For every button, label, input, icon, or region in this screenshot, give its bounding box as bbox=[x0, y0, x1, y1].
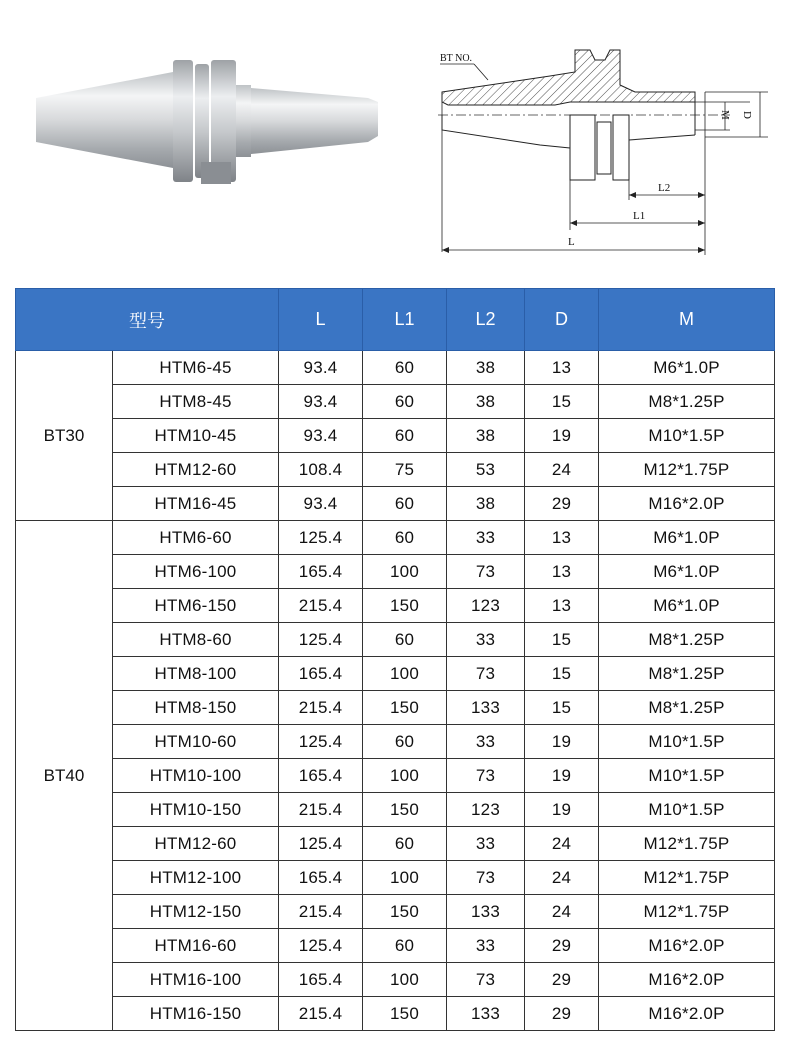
table-body bbox=[16, 351, 775, 1031]
table-row bbox=[16, 385, 775, 419]
cell-l: 165.4 bbox=[279, 555, 363, 589]
table-row bbox=[16, 521, 775, 555]
cell-l2: 73 bbox=[447, 861, 525, 895]
header-d: D bbox=[525, 289, 599, 351]
cell-l: 165.4 bbox=[279, 759, 363, 793]
dim-l1-label: L1 bbox=[633, 210, 646, 222]
table-row bbox=[16, 725, 775, 759]
cell-d: 29 bbox=[525, 963, 599, 997]
cell-l2: 133 bbox=[447, 895, 525, 929]
cell-m: M12*1.75P bbox=[599, 895, 775, 929]
cell-model: HTM6-45 bbox=[113, 351, 279, 385]
cell-model: HTM6-60 bbox=[113, 521, 279, 555]
cell-model: HTM12-100 bbox=[113, 861, 279, 895]
table-row bbox=[16, 929, 775, 963]
table-header-row bbox=[16, 289, 775, 351]
cell-l1: 150 bbox=[363, 793, 447, 827]
cell-l: 165.4 bbox=[279, 963, 363, 997]
cell-m: M12*1.75P bbox=[599, 861, 775, 895]
cell-l: 125.4 bbox=[279, 827, 363, 861]
cell-l: 93.4 bbox=[279, 351, 363, 385]
cell-m: M12*1.75P bbox=[599, 453, 775, 487]
bt-number-label: BT NO. bbox=[440, 53, 473, 64]
cell-l: 125.4 bbox=[279, 521, 363, 555]
cell-d: 13 bbox=[525, 521, 599, 555]
cell-d: 19 bbox=[525, 725, 599, 759]
table-row bbox=[16, 691, 775, 725]
cell-d: 24 bbox=[525, 895, 599, 929]
dim-m-label: M bbox=[719, 110, 731, 120]
cell-l: 215.4 bbox=[279, 691, 363, 725]
cell-m: M8*1.25P bbox=[599, 623, 775, 657]
cell-model: HTM16-60 bbox=[113, 929, 279, 963]
product-header bbox=[0, 0, 790, 280]
cell-m: M10*1.5P bbox=[599, 725, 775, 759]
header-l: L bbox=[279, 289, 363, 351]
cell-l2: 38 bbox=[447, 351, 525, 385]
cell-l2: 73 bbox=[447, 963, 525, 997]
cell-l2: 123 bbox=[447, 793, 525, 827]
cell-m: M16*2.0P bbox=[599, 997, 775, 1031]
table-row bbox=[16, 351, 775, 385]
cell-model: HTM8-45 bbox=[113, 385, 279, 419]
cell-l2: 73 bbox=[447, 657, 525, 691]
cell-m: M10*1.5P bbox=[599, 759, 775, 793]
table-row bbox=[16, 419, 775, 453]
cell-l1: 60 bbox=[363, 623, 447, 657]
cell-l1: 100 bbox=[363, 555, 447, 589]
cell-l1: 60 bbox=[363, 725, 447, 759]
cell-model: HTM8-60 bbox=[113, 623, 279, 657]
table-row bbox=[16, 827, 775, 861]
cell-l1: 150 bbox=[363, 997, 447, 1031]
cell-l: 165.4 bbox=[279, 657, 363, 691]
cell-d: 13 bbox=[525, 351, 599, 385]
cell-l1: 60 bbox=[363, 827, 447, 861]
cell-model: HTM12-60 bbox=[113, 827, 279, 861]
cell-l1: 60 bbox=[363, 419, 447, 453]
cell-model: HTM16-150 bbox=[113, 997, 279, 1031]
table-row bbox=[16, 623, 775, 657]
cell-l: 215.4 bbox=[279, 895, 363, 929]
cell-model: HTM10-45 bbox=[113, 419, 279, 453]
cell-l: 125.4 bbox=[279, 623, 363, 657]
cell-m: M12*1.75P bbox=[599, 827, 775, 861]
cell-m: M8*1.25P bbox=[599, 691, 775, 725]
cell-l: 93.4 bbox=[279, 385, 363, 419]
header-l1: L1 bbox=[363, 289, 447, 351]
cell-d: 19 bbox=[525, 793, 599, 827]
cell-l: 125.4 bbox=[279, 725, 363, 759]
table-row bbox=[16, 589, 775, 623]
cell-l1: 60 bbox=[363, 351, 447, 385]
cell-model: HTM16-45 bbox=[113, 487, 279, 521]
cell-m: M10*1.5P bbox=[599, 793, 775, 827]
cell-model: HTM6-100 bbox=[113, 555, 279, 589]
dim-d-label: D bbox=[741, 111, 753, 119]
cell-model: HTM16-100 bbox=[113, 963, 279, 997]
cell-l2: 133 bbox=[447, 997, 525, 1031]
cell-l2: 53 bbox=[447, 453, 525, 487]
cell-l2: 133 bbox=[447, 691, 525, 725]
cell-l2: 33 bbox=[447, 521, 525, 555]
cell-l1: 60 bbox=[363, 487, 447, 521]
cell-m: M6*1.0P bbox=[599, 589, 775, 623]
cell-d: 29 bbox=[525, 997, 599, 1031]
cell-l2: 123 bbox=[447, 589, 525, 623]
cell-model: HTM12-60 bbox=[113, 453, 279, 487]
cell-model: HTM12-150 bbox=[113, 895, 279, 929]
tool-holder-photo bbox=[28, 50, 388, 200]
spec-table bbox=[15, 288, 775, 1031]
cell-l2: 33 bbox=[447, 623, 525, 657]
cell-d: 15 bbox=[525, 623, 599, 657]
cell-d: 24 bbox=[525, 861, 599, 895]
cell-l1: 150 bbox=[363, 895, 447, 929]
cell-l: 215.4 bbox=[279, 793, 363, 827]
technical-drawing bbox=[430, 30, 775, 270]
table-row bbox=[16, 895, 775, 929]
group-cell: BT30 bbox=[16, 351, 113, 521]
cell-l1: 150 bbox=[363, 589, 447, 623]
cell-d: 24 bbox=[525, 453, 599, 487]
cell-l1: 75 bbox=[363, 453, 447, 487]
cell-d: 13 bbox=[525, 589, 599, 623]
cell-l2: 38 bbox=[447, 419, 525, 453]
cell-model: HTM10-150 bbox=[113, 793, 279, 827]
cell-l1: 100 bbox=[363, 861, 447, 895]
cell-l1: 60 bbox=[363, 521, 447, 555]
cell-l1: 60 bbox=[363, 929, 447, 963]
cell-l: 165.4 bbox=[279, 861, 363, 895]
table-row bbox=[16, 555, 775, 589]
cell-l2: 38 bbox=[447, 385, 525, 419]
cell-m: M10*1.5P bbox=[599, 419, 775, 453]
cell-l1: 100 bbox=[363, 759, 447, 793]
cell-l1: 100 bbox=[363, 963, 447, 997]
cell-l1: 150 bbox=[363, 691, 447, 725]
cell-d: 24 bbox=[525, 827, 599, 861]
header-model: 型号 bbox=[16, 289, 279, 351]
group-cell: BT40 bbox=[16, 521, 113, 1031]
cell-l: 108.4 bbox=[279, 453, 363, 487]
cell-m: M6*1.0P bbox=[599, 555, 775, 589]
cell-m: M16*2.0P bbox=[599, 487, 775, 521]
cell-l2: 73 bbox=[447, 555, 525, 589]
cell-d: 15 bbox=[525, 385, 599, 419]
cell-l: 215.4 bbox=[279, 997, 363, 1031]
cell-d: 19 bbox=[525, 759, 599, 793]
dim-l2-label: L2 bbox=[658, 182, 671, 194]
cell-m: M16*2.0P bbox=[599, 963, 775, 997]
cell-d: 13 bbox=[525, 555, 599, 589]
cell-l2: 38 bbox=[447, 487, 525, 521]
cell-d: 19 bbox=[525, 419, 599, 453]
cell-l1: 60 bbox=[363, 385, 447, 419]
cell-l2: 73 bbox=[447, 759, 525, 793]
cell-l: 215.4 bbox=[279, 589, 363, 623]
cell-d: 29 bbox=[525, 929, 599, 963]
table-row bbox=[16, 861, 775, 895]
dim-l-label: L bbox=[568, 236, 575, 248]
cell-d: 29 bbox=[525, 487, 599, 521]
cell-l: 125.4 bbox=[279, 929, 363, 963]
cell-m: M8*1.25P bbox=[599, 657, 775, 691]
cell-model: HTM8-100 bbox=[113, 657, 279, 691]
cell-d: 15 bbox=[525, 657, 599, 691]
cell-model: HTM6-150 bbox=[113, 589, 279, 623]
table-row bbox=[16, 793, 775, 827]
cell-l2: 33 bbox=[447, 725, 525, 759]
header-m: M bbox=[599, 289, 775, 351]
table-row bbox=[16, 657, 775, 691]
cell-m: M6*1.0P bbox=[599, 521, 775, 555]
cell-l: 93.4 bbox=[279, 419, 363, 453]
cell-m: M6*1.0P bbox=[599, 351, 775, 385]
cell-model: HTM8-150 bbox=[113, 691, 279, 725]
table-row bbox=[16, 997, 775, 1031]
table-row bbox=[16, 963, 775, 997]
cell-m: M8*1.25P bbox=[599, 385, 775, 419]
cell-l: 93.4 bbox=[279, 487, 363, 521]
cell-l1: 100 bbox=[363, 657, 447, 691]
cell-model: HTM10-60 bbox=[113, 725, 279, 759]
header-l2: L2 bbox=[447, 289, 525, 351]
cell-m: M16*2.0P bbox=[599, 929, 775, 963]
table-row bbox=[16, 759, 775, 793]
table-row bbox=[16, 453, 775, 487]
table-row bbox=[16, 487, 775, 521]
cell-d: 15 bbox=[525, 691, 599, 725]
cell-l2: 33 bbox=[447, 827, 525, 861]
cell-model: HTM10-100 bbox=[113, 759, 279, 793]
cell-l2: 33 bbox=[447, 929, 525, 963]
